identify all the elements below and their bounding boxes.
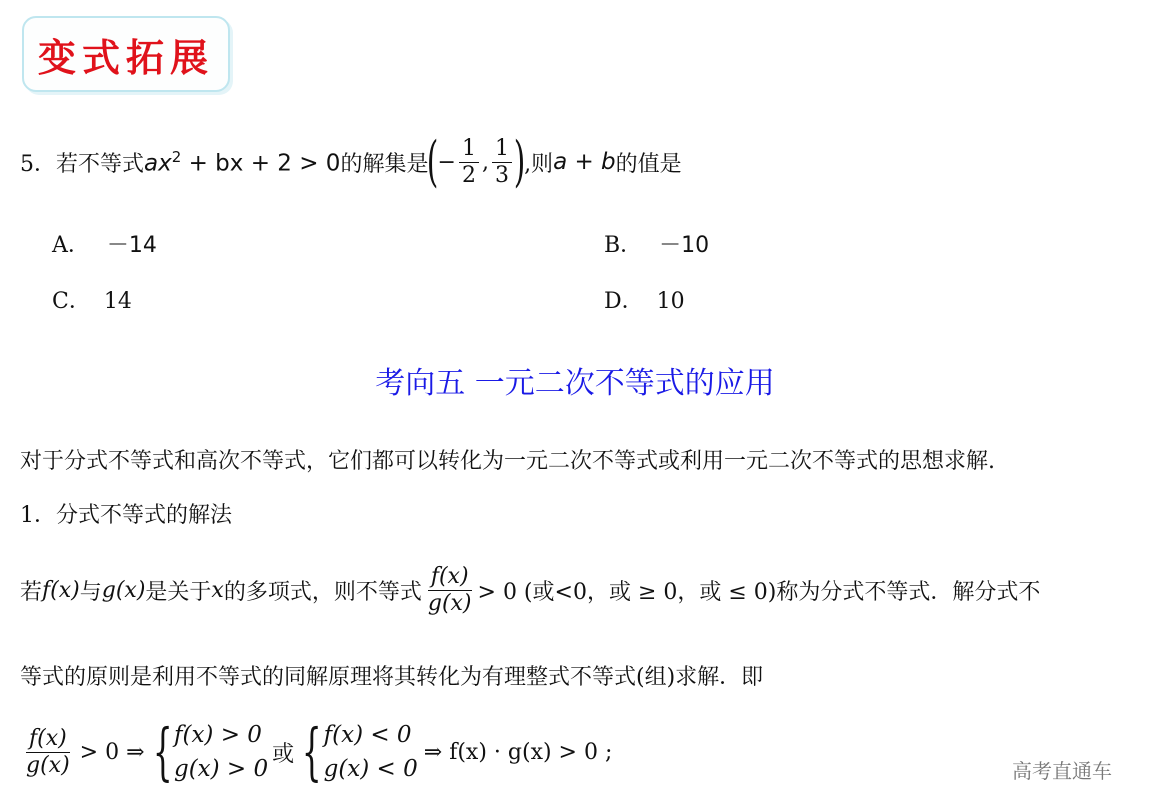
section-badge — [22, 16, 230, 92]
frac2-num: 1 — [492, 137, 512, 162]
fraction-one-third — [492, 137, 512, 186]
question-number: 5． — [20, 151, 56, 177]
system-1 — [174, 718, 268, 787]
question-text-before: 若不等式 — [56, 151, 145, 177]
poly-rest: + bx + 2 > 0 — [181, 150, 341, 177]
system-2 — [324, 718, 418, 787]
option-c-label: C． — [52, 289, 91, 314]
question-text-after: ,则 — [524, 151, 554, 177]
def-text-5: > 0 (或<0，或 ≥ 0，或 ≤ 0)称为分式不等式．解分式不 — [477, 579, 1041, 605]
question-text-end: 的值是 — [615, 151, 682, 177]
def-gx: g(x) — [101, 577, 146, 603]
def-text-4: 的多项式，则不等式 — [223, 579, 422, 605]
definition-paragraph — [20, 554, 1040, 626]
interval-comma: , — [481, 149, 489, 175]
left-brace-2: { — [302, 715, 322, 788]
def-fraction — [425, 565, 475, 614]
def-text-1: 若 — [20, 579, 43, 605]
fraction-one-half — [459, 137, 479, 186]
question-text-mid: 的解集是 — [340, 151, 429, 177]
intro-paragraph: 对于分式不等式和高次不等式，它们都可以转化为一元二次不等式或利用一元二次不等式的思想求解. — [20, 449, 995, 474]
def-text-3: 是关于 — [145, 579, 212, 605]
option-d[interactable] — [604, 284, 685, 315]
formula-or: 或 — [272, 741, 295, 767]
formula-frac-den: g(x) — [26, 752, 70, 778]
formula-result: ⇒ f(x) · g(x) > 0 ; — [423, 739, 613, 765]
poly-ax: ax — [144, 150, 172, 177]
def-frac-num: f(x) — [428, 565, 472, 590]
option-c[interactable] — [52, 284, 132, 315]
principle-paragraph: 等式的原则是利用不等式的同解原理将其转化为有理整式不等式(组)求解．即 — [20, 665, 764, 690]
frac1-num: 1 — [459, 137, 479, 162]
a-plus-b: a + b — [553, 149, 616, 175]
formula-frac-num: f(x) — [26, 727, 70, 752]
system-2-line-1: f(x) < 0 — [323, 721, 412, 748]
frac2-den: 3 — [494, 162, 509, 188]
section-heading: 考向五 一元二次不等式的应用 — [375, 366, 775, 401]
subheading-fraction-inequality: 1．分式不等式的解法 — [20, 503, 232, 528]
interval-minus: − — [437, 149, 456, 175]
badge-title: 变式拓展 — [37, 34, 214, 80]
option-d-label: D． — [604, 289, 644, 314]
system-2-line-2: g(x) < 0 — [323, 756, 418, 782]
right-paren: ) — [513, 130, 526, 193]
option-b[interactable] — [604, 228, 709, 259]
option-d-value: 10 — [656, 289, 685, 314]
system-1-line-2: g(x) > 0 — [173, 756, 269, 782]
left-brace-1: { — [152, 715, 173, 788]
option-c-value: 14 — [103, 289, 132, 314]
polynomial — [144, 148, 340, 177]
left-paren: ( — [427, 130, 439, 193]
frac1-den: 2 — [461, 162, 476, 188]
def-frac-den: g(x) — [427, 590, 472, 616]
def-fx: f(x) — [42, 577, 80, 603]
question-5 — [20, 128, 682, 196]
watermark: 高考直通车 — [1012, 759, 1112, 783]
option-b-label: B． — [604, 233, 643, 258]
def-text-2: 与 — [79, 579, 102, 605]
option-a-label: A． — [52, 233, 90, 258]
option-b-value: －10 — [659, 233, 710, 258]
formula-fraction — [23, 727, 73, 776]
option-a[interactable] — [52, 228, 157, 259]
equivalence-formula — [20, 716, 612, 788]
poly-exponent: 2 — [171, 147, 182, 166]
def-x: x — [211, 577, 224, 603]
option-a-value: －14 — [106, 233, 157, 258]
formula-gt-implies: > 0 ⇒ — [79, 739, 145, 765]
system-1-line-1: f(x) > 0 — [173, 721, 262, 748]
